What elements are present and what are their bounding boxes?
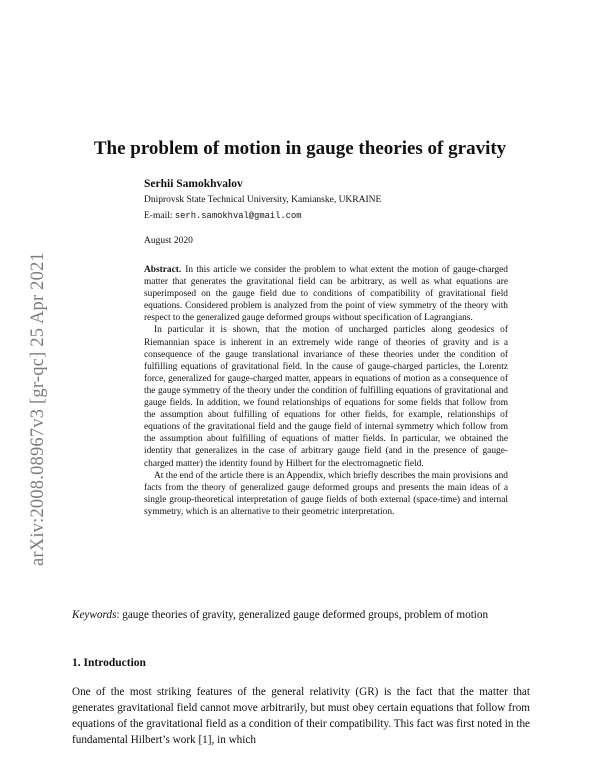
abstract-paragraph-3: At the end of the article there is an Appendix, which briefly describes the main provisions and facts from the theory of generalized gauge deformed groups and presents the main ideas of a single group-theoretical interpretation of gauge fields of both external (space-time) and internal symmetry, which is an alternative to their geometric interpretation.	[144, 470, 508, 517]
author-email-line	[144, 211, 302, 221]
email-label: E-mail:	[144, 211, 175, 221]
keywords	[72, 608, 530, 623]
abstract-paragraph-2: In particular it is shown, that the motion of uncharged particles along geodesics of Riemannian space is inherent in an extremely wide range of theories of gravity and is a consequence of the gauge translational invariance of these theories under the condition of fulfilling equations of gravitational field. In the cause of gauge-charged particles, the Lorentz force, generalized for gauge-charged matter, appears in equations of motion as a consequence of the gauge symmetry of the theory under the condition of fulfilling equations of gravitational and gauge fields. In addition, we found relationships of equations for some fields that follow from the assumption about fulfilling of equations for other fields, for example, relationships of equations of the gravitational field and the gauge field of internal symmetry which follow from the assumption about fulfilling of equations of matter fields. In particular, we obtained the identity that generalizes in the case of arbitrary gauge field (and in the presence of gauge-charged matter) the identity found by Hilbert for the electromagnetic field.	[144, 325, 508, 469]
keywords-label: Keywords	[72, 609, 117, 621]
arxiv-identifier: arXiv:2008.08967v3 [gr-qc] 25 Apr 2021	[28, 252, 48, 566]
author-affiliation: Dniprovsk State Technical University, Kamianske, UKRAINE	[144, 195, 382, 205]
abstract	[144, 264, 508, 518]
abstract-text-1: In this article we consider the problem to what extent the motion of gauge-charged matter that generates the gravitational field can be arbitrary, as well as what equations are superimposed on the gauge field due to conditions of compatibility of gravitational field equations. Considered problem is analyzed from the point of view symmetry of the theory with respect to the generalized gauge deformed groups without specification of Lagrangians.	[144, 265, 508, 324]
keywords-text: : gauge theories of gravity, generalized gauge deformed groups, problem of motion	[116, 609, 489, 621]
introduction-paragraph: One of the most striking features of the general relativity (GR) is the fact that the matter that generates gravitational field cannot move arbitrarily, but must obey certain equations that follow from equations of the gravitational field as a condition of their compatibility. This fact was first noted in the fundamental Hilbert’s work [1], in which	[72, 686, 530, 746]
paper-date: August 2020	[144, 236, 193, 246]
abstract-paragraph-1	[144, 264, 508, 324]
paper-title: The problem of motion in gauge theories of gravity	[93, 138, 507, 159]
author-name: Serhii Samokhvalov	[144, 178, 243, 190]
abstract-label: Abstract.	[144, 265, 182, 275]
section-heading-introduction: 1. Introduction	[72, 657, 146, 669]
email-address: serh.samokhval@gmail.com	[174, 211, 302, 221]
